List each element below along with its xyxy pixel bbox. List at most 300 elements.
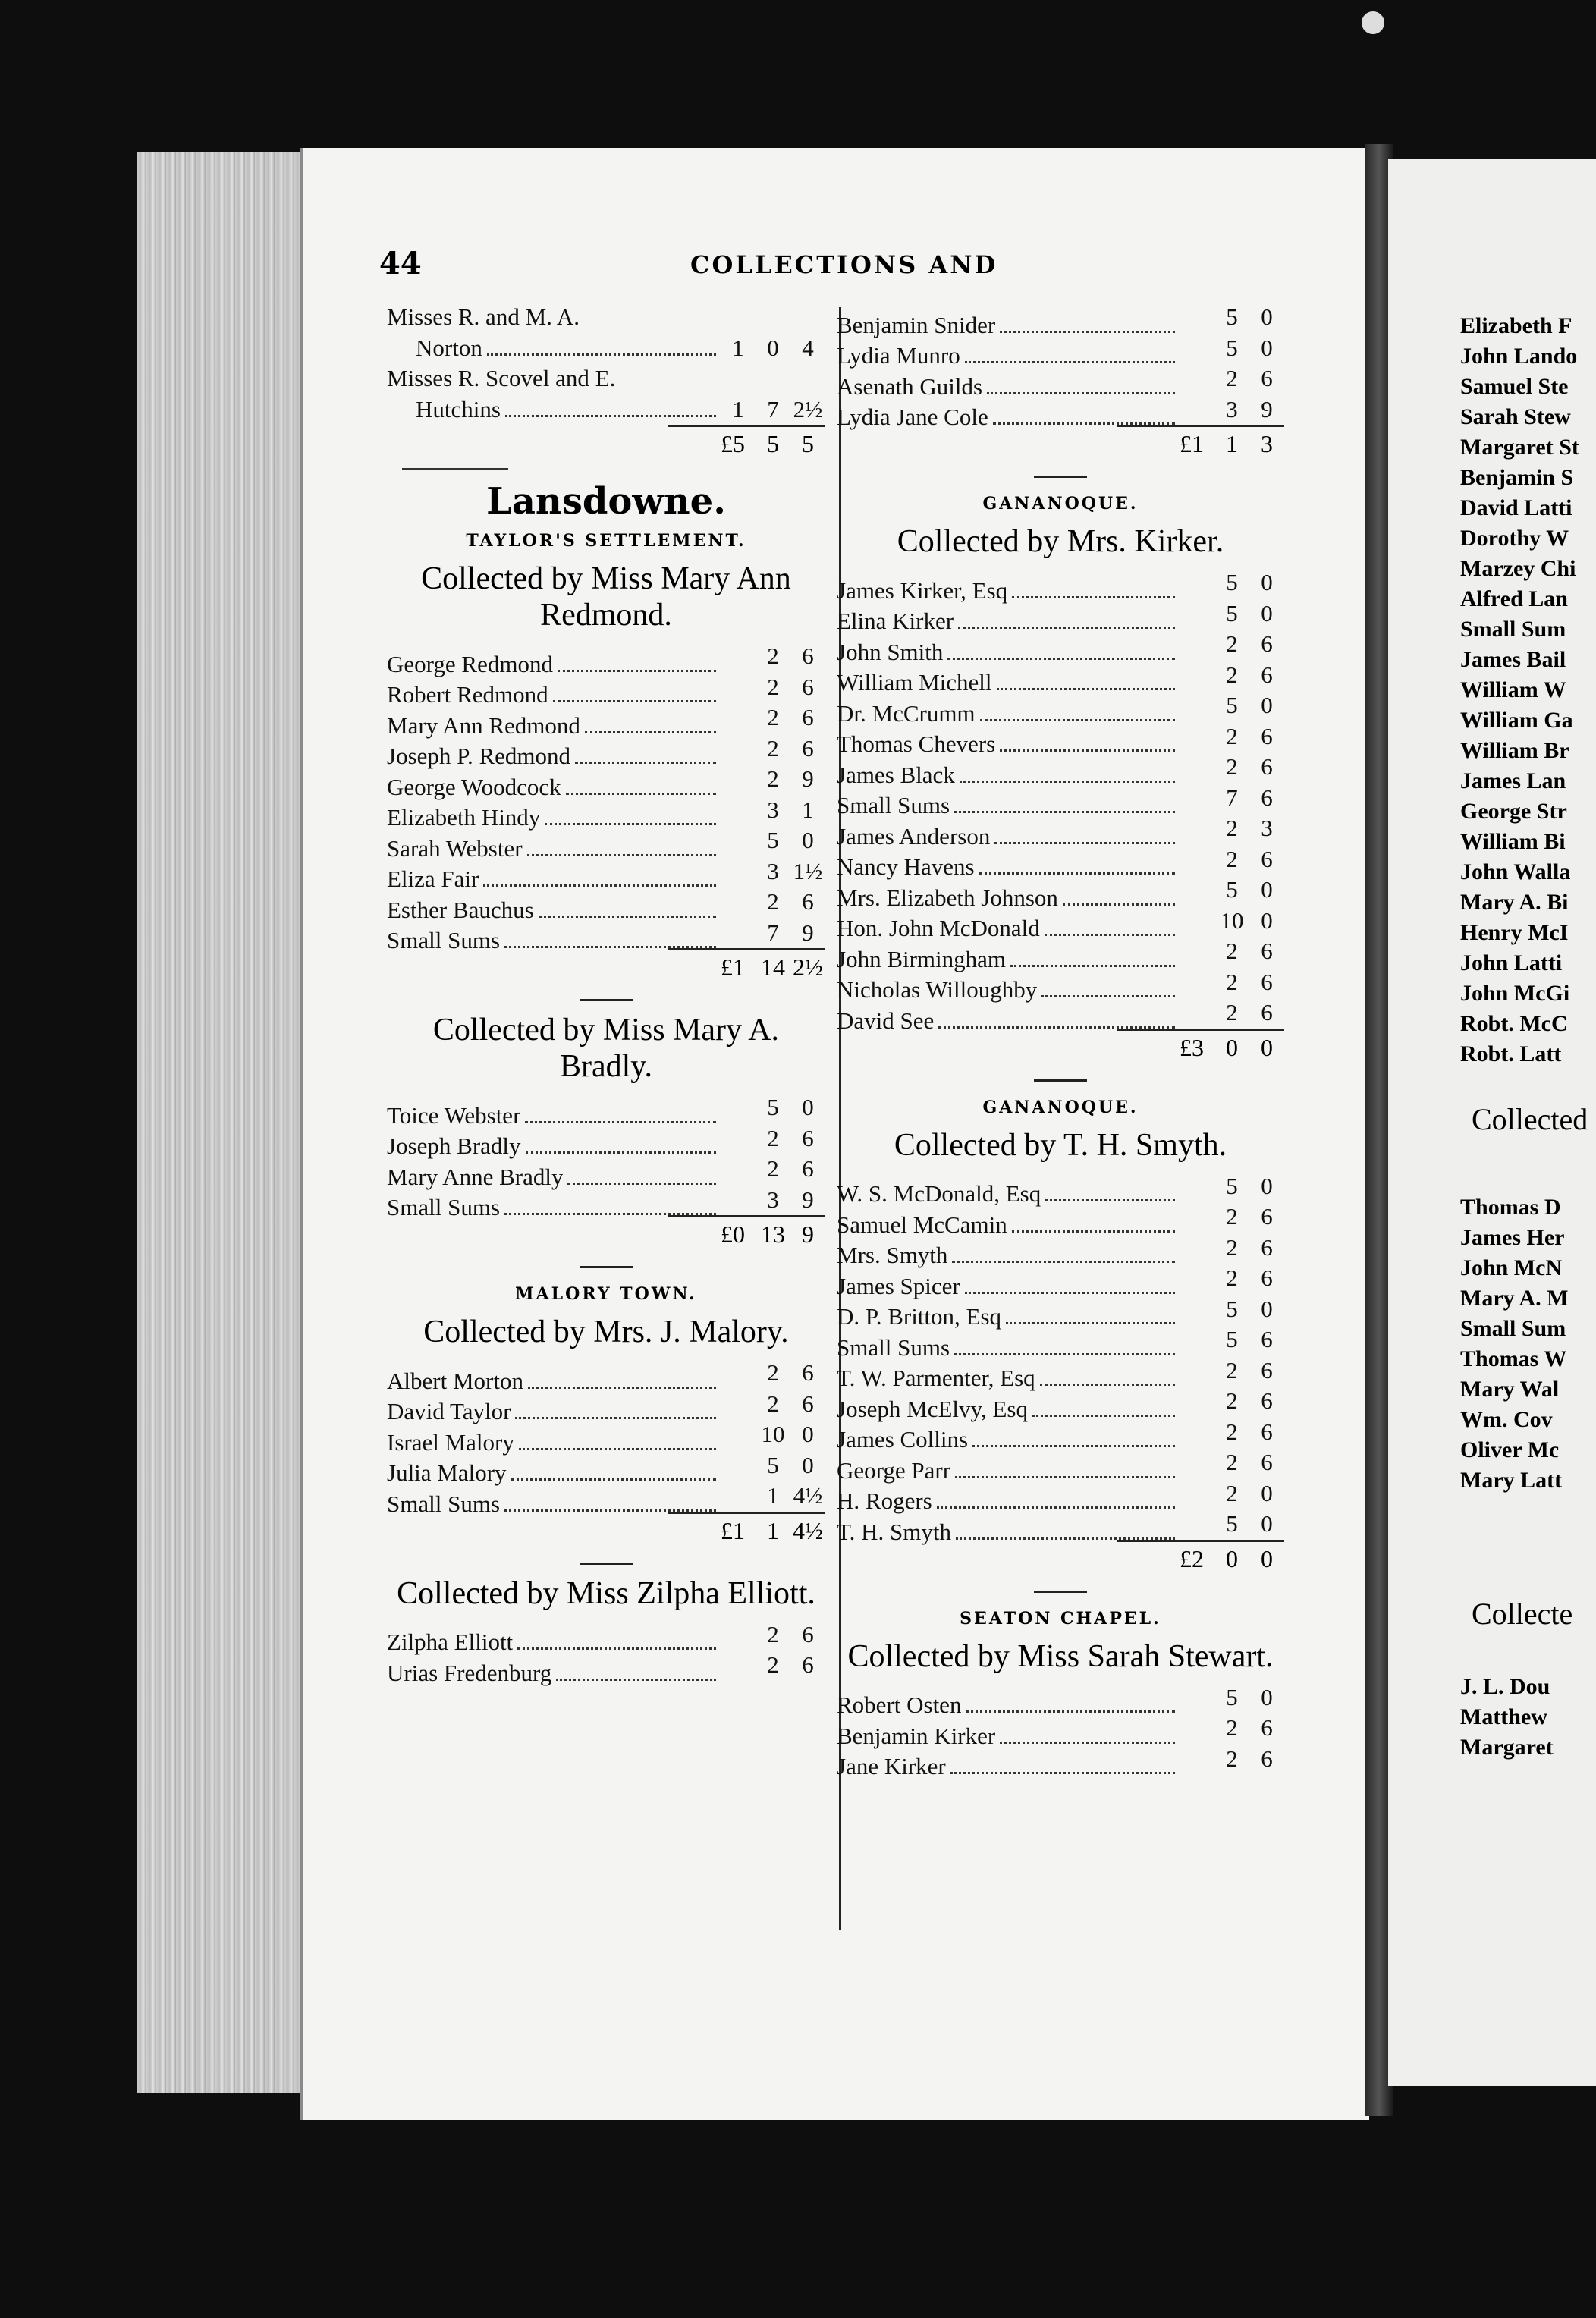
leader-dots (1000, 736, 1175, 752)
amount-shillings: 5 (1226, 334, 1238, 361)
donor-name: D. P. Britton, Esq (837, 1303, 1002, 1330)
leader-dots (994, 828, 1175, 844)
amount-shillings: 3 (767, 857, 779, 884)
section-total (1117, 425, 1284, 460)
amount-shillings: 5 (1226, 1683, 1238, 1710)
amount-shillings: 1 (767, 1482, 779, 1509)
amount-pence: 0 (802, 1421, 814, 1447)
entry-row (387, 333, 825, 364)
donor-name: David Taylor (387, 1398, 511, 1424)
collector-heading: Collected by Miss Mary Ann Redmond. (421, 561, 791, 633)
donor-name: Misses R. Scovel and E. (387, 365, 616, 391)
donor-name: T. H. Smyth (837, 1518, 951, 1545)
total-pounds: £1 (1180, 430, 1204, 457)
amount (721, 672, 825, 703)
amount-shillings: 2 (1226, 1387, 1238, 1414)
right-page-fragment (1388, 159, 1596, 2086)
entry-row (837, 302, 1284, 338)
amount-pounds (721, 1185, 756, 1216)
fragment-line: John Latti (1460, 950, 1563, 975)
amount-pounds (721, 1481, 756, 1512)
leader-dots (950, 1758, 1175, 1774)
donor-name: Small Sums (387, 1490, 501, 1517)
amount (1180, 844, 1284, 875)
amount (1180, 783, 1284, 814)
amount-pounds (721, 1092, 756, 1123)
fragment-line: Benjamin S (1460, 465, 1574, 490)
amount-pounds (721, 918, 756, 949)
amount (721, 795, 825, 826)
amount-pence: 6 (802, 1651, 814, 1678)
amount-pence: 0 (1261, 692, 1273, 718)
leader-dots (1006, 1308, 1175, 1324)
total-pounds: £5 (721, 430, 745, 457)
amount (1180, 1294, 1284, 1325)
amount-shillings: 2 (767, 1155, 779, 1182)
amount (1180, 1171, 1284, 1202)
fragment-line: John McN (1460, 1255, 1563, 1280)
amount (1180, 1744, 1284, 1775)
fragment-line: Henry McI (1460, 920, 1569, 945)
fragment-line: John McGi (1460, 981, 1570, 1006)
amount-pence: 0 (1261, 334, 1273, 361)
leader-dots (937, 1493, 1175, 1509)
donor-name: Mrs. Smyth (837, 1242, 948, 1268)
donor-name: Thomas Chevers (837, 730, 996, 757)
amount-shillings: 2 (1226, 1479, 1238, 1506)
entry-row (387, 394, 825, 426)
amount (1180, 1713, 1284, 1744)
amount-pence: 0 (802, 1451, 814, 1478)
entry-row (837, 1682, 1284, 1718)
leader-dots (960, 767, 1175, 783)
middle-column (837, 302, 1284, 1779)
amount-pounds (1180, 1478, 1214, 1509)
amount-shillings: 2 (767, 888, 779, 915)
amount-pence: 2½ (793, 395, 823, 422)
fragment-line: Mary Wal (1460, 1377, 1560, 1402)
total-pence: 2½ (793, 953, 823, 981)
leader-dots (504, 1496, 716, 1512)
amount (721, 1154, 825, 1185)
amount-pence: 6 (802, 1124, 814, 1151)
entry-row (387, 1092, 825, 1129)
amount-shillings: 2 (767, 1124, 779, 1151)
fragment-line: John Lando (1460, 344, 1578, 369)
amount (1180, 629, 1284, 660)
amount-pence: 1½ (793, 857, 823, 884)
amount (1180, 302, 1284, 333)
amount-pounds (721, 1619, 756, 1651)
leader-dots (483, 871, 716, 887)
spacer (1388, 1634, 1596, 1672)
amount (721, 918, 825, 949)
amount-pence: 3 (1261, 815, 1273, 841)
page-number: 44 (379, 246, 422, 281)
collector-heading: Collected by Mrs. J. Malory. (423, 1314, 789, 1349)
amount-pence: 6 (1261, 1233, 1273, 1261)
fragment-line: Dorothy W (1460, 526, 1569, 551)
amount-pounds (1180, 906, 1214, 937)
leader-dots (966, 1697, 1175, 1713)
donor-name: W. S. McDonald, Esq (837, 1180, 1041, 1207)
donor-name: Benjamin Kirker (837, 1722, 996, 1749)
amount-shillings: 3 (767, 1186, 779, 1213)
leader-dots (1012, 1217, 1175, 1233)
donor-name: George Parr (837, 1456, 951, 1484)
amount (721, 764, 825, 795)
amount (1180, 598, 1284, 630)
spacer (1388, 1139, 1596, 1192)
fragment-line: Samuel Ste (1460, 374, 1569, 399)
fragment-line: Mary A. M (1460, 1286, 1569, 1311)
amount-shillings: 0 (767, 334, 779, 361)
fragment-line: Matthew (1460, 1704, 1547, 1729)
donor-name: Mary Anne Bradly (387, 1163, 564, 1190)
donor-name: Asenath Guilds (837, 372, 983, 400)
leader-dots (954, 1340, 1175, 1355)
amount-shillings: 5 (767, 1094, 779, 1120)
rule (402, 468, 508, 470)
leader-dots (1000, 317, 1175, 333)
amount-pounds (1180, 363, 1214, 394)
amount (1180, 813, 1284, 844)
leader-dots (539, 902, 716, 918)
amount-pounds (721, 1419, 756, 1450)
scan-speck (1362, 11, 1384, 34)
leader-dots (965, 347, 1175, 363)
total-shillings: 1 (767, 1516, 779, 1544)
fragment-line: David Latti (1460, 495, 1572, 520)
amount (1180, 875, 1284, 906)
amount-pounds (1180, 1417, 1214, 1448)
fragment-line: George Str (1460, 799, 1567, 824)
amount (1180, 394, 1284, 426)
donor-name: James Kirker, Esq (837, 576, 1008, 604)
fragment-line: William Br (1460, 738, 1569, 763)
amount-shillings: 2 (1226, 1449, 1238, 1475)
leader-dots (553, 686, 716, 702)
spacer (1388, 159, 1596, 311)
donor-name: Joseph P. Redmond (387, 743, 570, 769)
district-heading: Lansdowne. (486, 480, 726, 523)
fragment-line: Mary A. Bi (1460, 890, 1569, 915)
amount-pounds (721, 702, 756, 733)
leader-dots (952, 1247, 1175, 1263)
place-heading: GANANOQUE. (982, 1097, 1139, 1117)
amount-pounds (1180, 813, 1214, 844)
amount-shillings: 2 (767, 1359, 779, 1386)
fragment-heading: Collected (1472, 1102, 1588, 1136)
amount-pounds (721, 672, 756, 703)
fragment-line: Mary Latt (1460, 1468, 1563, 1493)
amount-pence: 0 (802, 827, 814, 853)
amount-shillings: 2 (1226, 1714, 1238, 1741)
amount (721, 1650, 825, 1681)
donor-name: John Smith (837, 638, 944, 665)
amount-shillings: 7 (767, 919, 779, 946)
total-pounds: £0 (721, 1220, 745, 1248)
donor-name: Dr. McCrumm (837, 699, 976, 727)
leader-dots (526, 1138, 716, 1154)
fragment-line: Elizabeth F (1460, 313, 1572, 338)
fragment-line: Thomas D (1460, 1195, 1561, 1220)
amount-shillings: 5 (1226, 876, 1238, 903)
amount-pounds (721, 1358, 756, 1389)
leader-dots (1040, 1370, 1175, 1386)
leader-dots (528, 1373, 716, 1389)
amount-pence: 6 (1261, 630, 1273, 657)
entry-row (387, 641, 825, 677)
donor-name: David See (837, 1007, 935, 1034)
fragment-line: Robt. McC (1460, 1011, 1568, 1036)
collector-heading: Collected by Mrs. Kirker. (897, 524, 1224, 559)
amount-shillings: 2 (1226, 661, 1238, 688)
leader-dots (993, 409, 1175, 425)
amount-pounds (1180, 1355, 1214, 1387)
amount-pence: 4 (802, 334, 814, 361)
section-total (668, 948, 825, 984)
section-total (668, 425, 825, 460)
amount (1180, 1355, 1284, 1387)
section-total (1117, 1540, 1284, 1575)
amount-pence: 0 (1261, 1172, 1273, 1199)
amount-pounds (721, 856, 756, 887)
amount (1180, 752, 1284, 783)
amount-pence: 0 (1261, 303, 1273, 330)
fragment-line: William Ga (1460, 708, 1573, 733)
amount-shillings: 2 (767, 1390, 779, 1417)
amount (721, 702, 825, 733)
amount-shillings: 5 (1226, 303, 1238, 330)
amount-shillings: 2 (767, 1620, 779, 1647)
fragment-line: William W (1460, 677, 1566, 702)
amount (1180, 1417, 1284, 1448)
amount-pence: 9 (802, 1186, 814, 1213)
amount-pounds (1180, 783, 1214, 814)
amount (721, 1481, 825, 1512)
amount (1180, 1478, 1284, 1509)
amount-shillings: 2 (1226, 1745, 1238, 1772)
amount-shillings: 2 (1226, 1203, 1238, 1230)
leader-dots (1000, 1728, 1175, 1744)
amount (721, 641, 825, 672)
amount-pence: 0 (1261, 1479, 1273, 1506)
collector-heading: Collected by Miss Sarah Stewart. (847, 1638, 1274, 1674)
fragment-line: Small Sum (1460, 1316, 1566, 1341)
amount-shillings: 2 (1226, 1233, 1238, 1261)
amount-shillings: 2 (767, 734, 779, 762)
amount-shillings: 2 (767, 1651, 779, 1678)
donor-name: Small Sums (837, 792, 950, 818)
donor-name: Joseph Bradly (387, 1132, 521, 1159)
total-pence: 4½ (793, 1516, 823, 1544)
fragment-line: Oliver Mc (1460, 1437, 1560, 1462)
leader-dots (519, 1434, 716, 1450)
amount (1180, 1386, 1284, 1417)
amount-pounds (1180, 967, 1214, 998)
amount-pence: 0 (1261, 1683, 1273, 1710)
leader-dots (965, 1278, 1175, 1294)
leader-dots (972, 1431, 1175, 1447)
amount-pounds (1180, 660, 1214, 691)
amount-shillings: 3 (767, 796, 779, 823)
amount-pence: 6 (1261, 1203, 1273, 1230)
amount-pence: 6 (802, 1359, 814, 1386)
total-pounds: £1 (721, 953, 745, 981)
donor-name: Jane Kirker (837, 1753, 946, 1779)
entry-row (837, 567, 1284, 604)
total-pounds: £3 (1180, 1033, 1204, 1061)
amount (1180, 721, 1284, 752)
leader-dots (558, 656, 716, 672)
amount-shillings: 5 (767, 827, 779, 853)
leader-dots (980, 705, 1175, 721)
donor-name: Robert Osten (837, 1691, 962, 1718)
amount-pence: 6 (1261, 1449, 1273, 1475)
donor-name: Sarah Webster (387, 834, 523, 862)
collector-heading: Collected by Miss Mary A. Bradly. (432, 1013, 780, 1084)
donor-name: Julia Malory (387, 1459, 507, 1486)
donor-name: Zilpha Elliott (387, 1629, 514, 1655)
amount-pounds: 1 (732, 334, 744, 361)
donor-name: Benjamin Snider (837, 311, 996, 338)
amount-shillings: 5 (1226, 1295, 1238, 1322)
leader-dots (1041, 982, 1175, 997)
donor-name: Robert Redmond (387, 681, 548, 708)
amount-pence: 6 (802, 888, 814, 915)
running-title: COLLECTIONS AND (690, 250, 998, 279)
amount-pounds (721, 641, 756, 672)
donor-name: Hutchins (416, 395, 501, 422)
amount (1180, 936, 1284, 967)
donor-name: Elizabeth Hindy (387, 804, 541, 831)
amount-shillings: 2 (767, 642, 779, 669)
total-pence: 5 (802, 430, 814, 457)
amount-pence: 6 (1261, 784, 1273, 811)
fragment-line: Margaret (1460, 1735, 1554, 1760)
place-heading: SEATON CHAPEL. (960, 1608, 1161, 1629)
spacer (1388, 1069, 1596, 1100)
total-shillings: 1 (1226, 430, 1238, 457)
rule (1034, 1079, 1087, 1082)
amount-pounds (1180, 629, 1214, 660)
amount-shillings: 2 (1226, 1356, 1238, 1384)
total-pounds: £2 (1180, 1544, 1204, 1572)
total-shillings: 0 (1226, 1544, 1238, 1572)
amount-pounds (1180, 936, 1214, 967)
amount (1180, 1682, 1284, 1713)
fragment-line: Thomas W (1460, 1346, 1567, 1371)
amount-pounds (1180, 302, 1214, 333)
section-total (668, 1215, 825, 1251)
amount-pounds (1180, 333, 1214, 364)
donor-name: Norton (416, 334, 482, 361)
amount (1180, 906, 1284, 937)
amount-pounds (1180, 1201, 1214, 1233)
amount-pence: 6 (1261, 1418, 1273, 1445)
amount (1180, 1233, 1284, 1264)
amount-shillings: 2 (1226, 938, 1238, 964)
amount-pounds (1180, 997, 1214, 1029)
amount-shillings: 2 (767, 704, 779, 730)
amount-pounds (1180, 1324, 1214, 1355)
amount-shillings: 5 (1226, 692, 1238, 718)
fragment-line: John Walla (1460, 859, 1571, 884)
amount-pence: 6 (802, 734, 814, 762)
amount (721, 1092, 825, 1123)
amount-pence: 0 (1261, 1295, 1273, 1322)
fragment-line: James Lan (1460, 768, 1566, 793)
amount-pence: 6 (802, 1620, 814, 1647)
amount-pounds (1180, 844, 1214, 875)
leader-dots (527, 840, 716, 856)
total-shillings: 13 (761, 1220, 785, 1248)
leader-dots (1063, 890, 1175, 906)
amount-pence: 1 (802, 796, 814, 823)
leader-dots (584, 311, 716, 325)
amount-pounds: 1 (732, 395, 744, 422)
rule (580, 999, 633, 1001)
total-shillings: 5 (767, 430, 779, 457)
amount-pounds (721, 795, 756, 826)
amount-pounds (1180, 1744, 1214, 1775)
amount-pounds (721, 764, 756, 795)
amount-pence: 0 (1261, 906, 1273, 934)
left-column (387, 302, 825, 1686)
donor-name: Nicholas Willoughby (837, 976, 1038, 1003)
amount-pence: 6 (1261, 661, 1273, 688)
leader-dots (1012, 583, 1175, 598)
rule (1034, 1591, 1087, 1593)
leader-dots (566, 779, 716, 795)
fragment-line: Alfred Lan (1460, 586, 1568, 611)
leader-dots (987, 378, 1175, 394)
amount-pounds (1180, 1171, 1214, 1202)
amount-pence: 9 (802, 765, 814, 792)
amount-pounds (1180, 721, 1214, 752)
leader-dots (575, 748, 716, 764)
donor-name: Small Sums (387, 927, 501, 953)
leader-dots (997, 674, 1175, 690)
donor-name: James Black (837, 761, 955, 788)
fragment-line: Margaret St (1460, 435, 1579, 460)
donor-name: Esther Bauchus (387, 896, 534, 923)
leader-dots (511, 1465, 716, 1481)
collector-heading: Collected by Miss Zilpha Elliott. (397, 1575, 815, 1611)
amount-pence: 6 (1261, 1326, 1273, 1352)
amount-pounds (1180, 1447, 1214, 1478)
amount-pence: 6 (1261, 1387, 1273, 1414)
total-shillings: 14 (761, 953, 785, 981)
donor-name: James Spicer (837, 1272, 960, 1299)
amount-shillings: 7 (767, 395, 779, 422)
amount (1180, 690, 1284, 721)
amount-pounds (1180, 1713, 1214, 1744)
fragment-heading: Collecte (1472, 1597, 1573, 1631)
donor-name: John Birmingham (837, 945, 1007, 972)
amount-pounds (721, 733, 756, 765)
fragment-line: James Bail (1460, 647, 1566, 672)
amount-pence: 6 (1261, 1356, 1273, 1384)
donor-name: Misses R. and M. A. (387, 303, 580, 330)
amount (721, 1419, 825, 1450)
donor-name: William Michell (837, 669, 992, 696)
collector-heading: Collected by T. H. Smyth. (894, 1127, 1227, 1163)
amount-shillings: 5 (1226, 569, 1238, 595)
leader-dots (515, 1403, 716, 1419)
section-total (668, 1512, 825, 1547)
